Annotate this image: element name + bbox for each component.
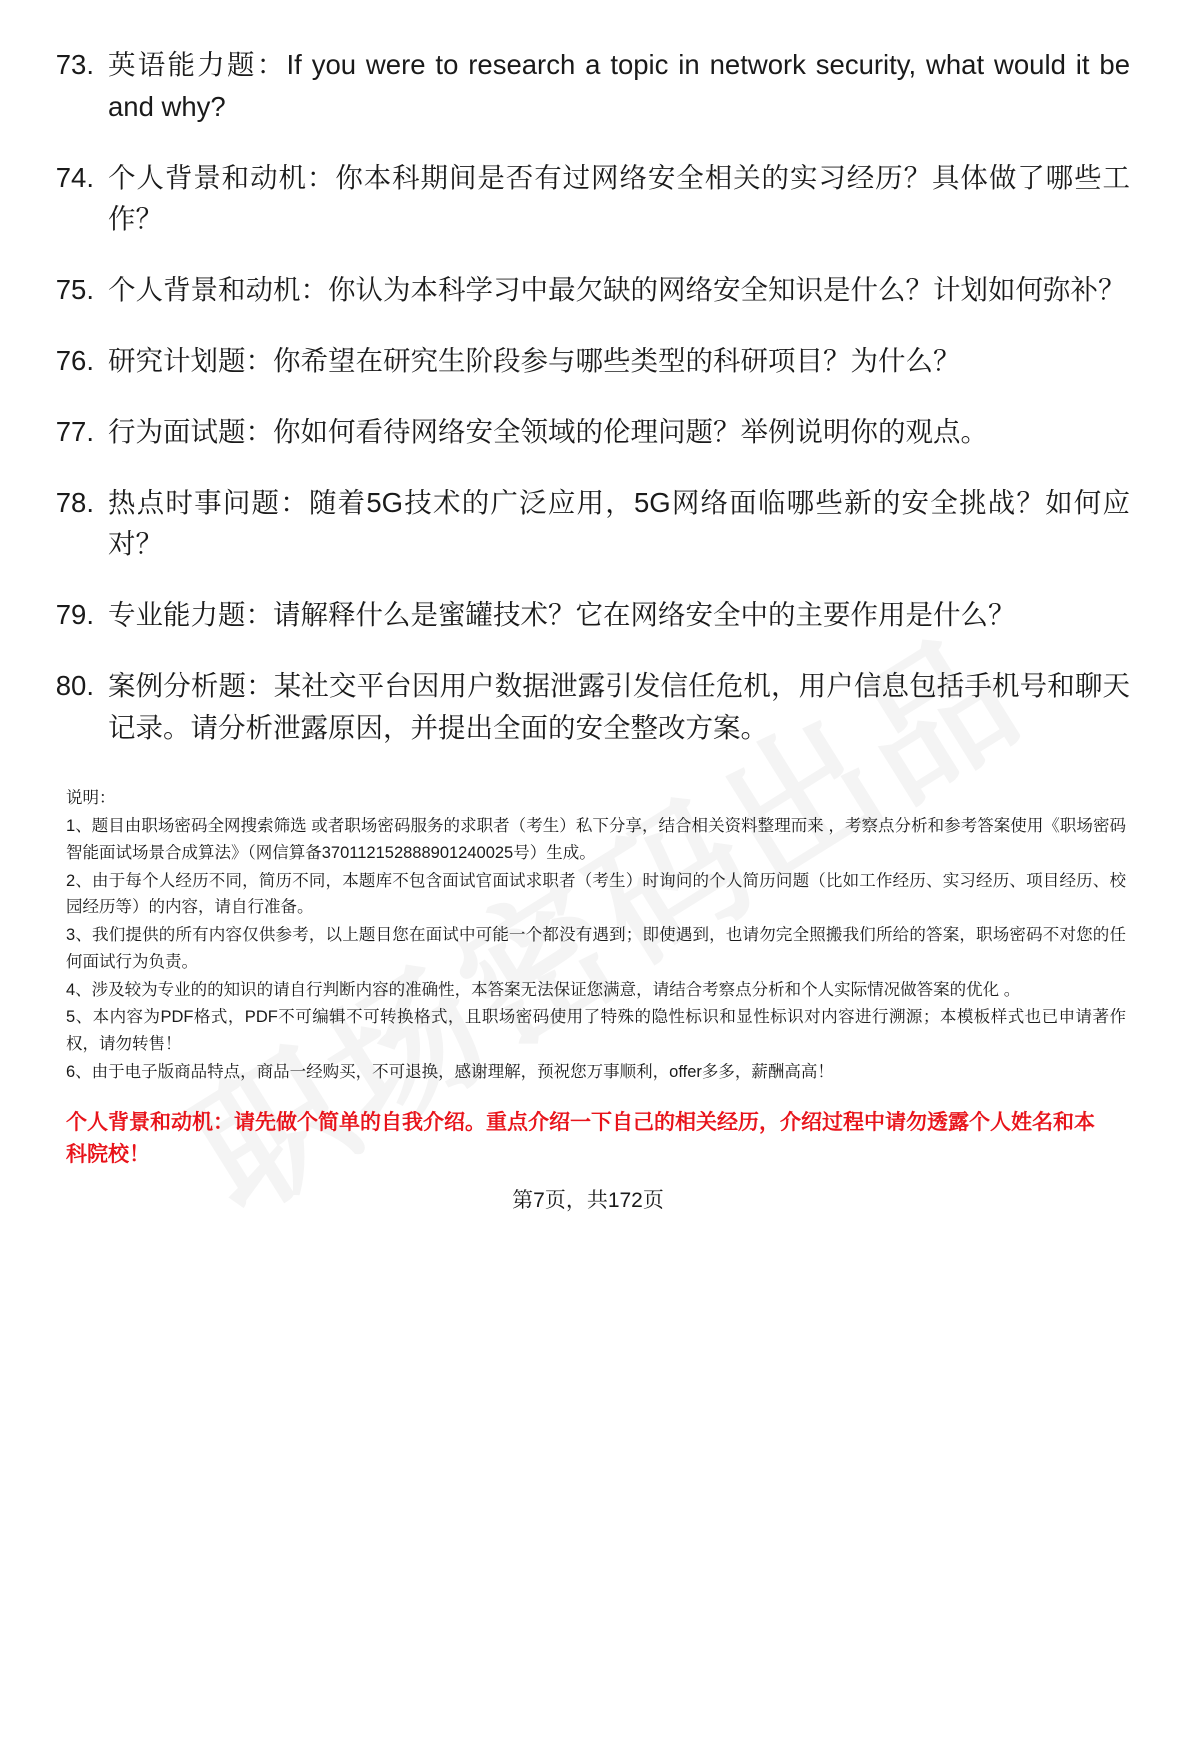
list-item bbox=[46, 482, 1130, 566]
note-item: 6、由于电子版商品特点，商品一经购买，不可退换，感谢理解，预祝您万事顺利，offer多多，薪酬高高！ bbox=[66, 1062, 834, 1081]
question-text: 个人背景和动机：你认为本科学习中最欠缺的网络安全知识是什么？计划如何弥补？ bbox=[108, 274, 1126, 306]
note-item: 2、由于每个人经历不同，简历不同，本题库不包含面试官面试求职者（考生）时询问的个人简历问题（比如工作经历、实习经历、项目经历、校园经历等）的内容，请自行准备。 bbox=[66, 871, 1126, 917]
note-item: 5、本内容为PDF格式，PDF不可编辑不可转换格式，且职场密码使用了特殊的隐性标识和显性标识对内容进行溯源；本模板样式也已申请著作权，请勿转售！ bbox=[66, 1008, 1126, 1054]
list-item bbox=[46, 44, 1130, 128]
list-item bbox=[46, 157, 1130, 241]
question-text: 个人背景和动机：你本科期间是否有过网络安全相关的实习经历？具体做了哪些工作？ bbox=[108, 161, 1130, 235]
list-item bbox=[46, 340, 1130, 382]
question-text: 案例分析题：某社交平台因用户数据泄露引发信任危机，用户信息包括手机号和聊天记录。请分析泄露原因，并提出全面的安全整改方案。 bbox=[108, 669, 1130, 743]
list-item bbox=[46, 594, 1130, 636]
question-list bbox=[46, 44, 1130, 749]
note-item: 3、我们提供的所有内容仅供参考，以上题目您在面试中可能一个都没有遇到；即使遇到，也请勿完全照搬我们所给的答案，职场密码不对您的任何面试行为负责。 bbox=[66, 926, 1126, 971]
page-content bbox=[46, 44, 1130, 1214]
question-text: 热点时事问题：随着5G技术的广泛应用，5G网络面临哪些新的安全挑战？如何应对？ bbox=[108, 486, 1130, 560]
question-number: 77. bbox=[55, 415, 94, 447]
page-footer: 第7页，共172页 bbox=[512, 1189, 664, 1213]
question-number: 74. bbox=[55, 161, 94, 193]
note-item: 1、题目由职场密码全网搜索筛选 或者职场密码服务的求职者（考生）私下分享，结合相关资料整理而来 ，考察点分析和参考答案使用《职场密码智能面试场景合成算法》（网信算备370112152888901240025号）生成。 bbox=[66, 817, 1126, 862]
question-number: 76. bbox=[55, 344, 94, 376]
question-number: 79. bbox=[55, 599, 94, 631]
question-text: 研究计划题：你希望在研究生阶段参与哪些类型的科研项目？为什么？ bbox=[108, 344, 961, 376]
list-item bbox=[46, 665, 1130, 749]
notes-title: 说明： bbox=[66, 788, 116, 807]
notes-section bbox=[46, 785, 1130, 1086]
question-number: 75. bbox=[55, 274, 94, 306]
question-text: 专业能力题：请解释什么是蜜罐技术？它在网络安全中的主要作用是什么？ bbox=[108, 599, 1016, 631]
question-number: 78. bbox=[55, 486, 94, 518]
question-number: 80. bbox=[55, 669, 94, 701]
question-number: 73. bbox=[55, 49, 94, 80]
note-item: 4、涉及较为专业的的知识的请自行判断内容的准确性，本答案无法保证您满意，请结合考察点分析和个人实际情况做答案的优化 。 bbox=[66, 980, 1021, 999]
highlight-notice: 个人背景和动机：请先做个简单的自我介绍。重点介绍一下自己的相关经历，介绍过程中请勿透露个人姓名和本科院校！ bbox=[66, 1111, 1095, 1166]
list-item bbox=[46, 411, 1130, 453]
question-text: 行为面试题：你如何看待网络安全领域的伦理问题？举例说明你的观点。 bbox=[108, 415, 988, 447]
list-item bbox=[46, 269, 1130, 311]
question-text: 英语能力题：If you were to research a topic in network security, what would it be and why? bbox=[108, 49, 1130, 122]
